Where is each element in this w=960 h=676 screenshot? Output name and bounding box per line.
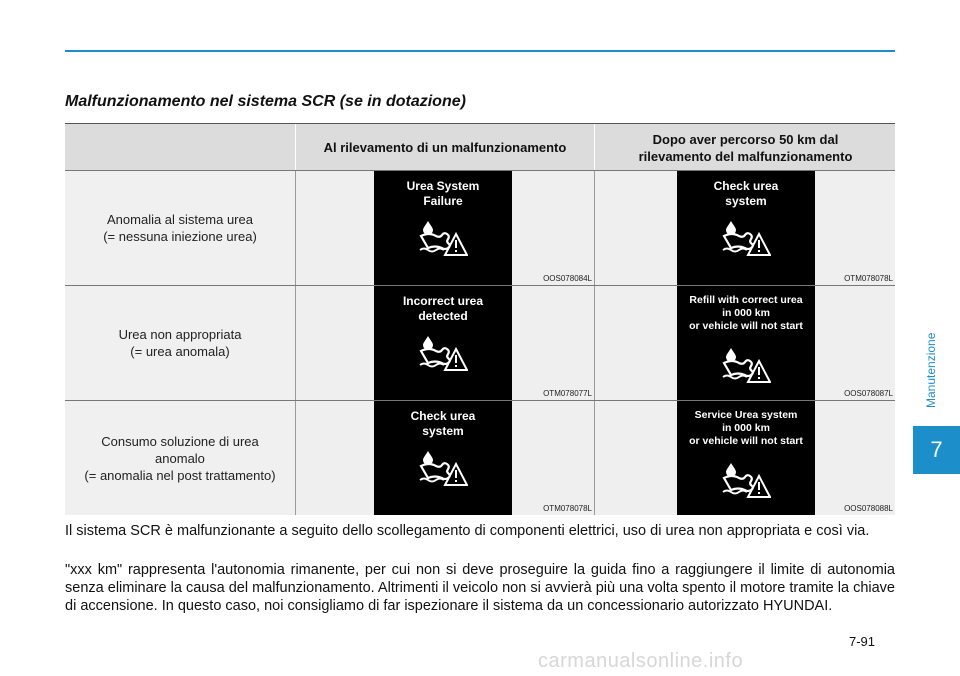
paragraph-range-warning: "xxx km" rappresenta l'autonomia rimanente, per cui non si deve proseguire la guida fino a raggiungere il limite di autonomia senza eliminare la causa del malfunzionamento. Altrimenti il veicolo non si avvierà più una volta spento il motore tramite la chiave di accensione. In questo caso, noi consigliamo di far ispezionare il sistema da un concessionario autorizzato HYUNDAI. xyxy=(65,562,895,614)
image-code: OTM078078L xyxy=(844,274,893,283)
table-row xyxy=(65,285,895,400)
image-code: OOS078084L xyxy=(543,274,592,283)
image-code: OOS078088L xyxy=(844,504,893,513)
urea-warning-icon xyxy=(418,334,468,374)
urea-warning-icon xyxy=(721,219,771,259)
image-code: OOS078087L xyxy=(844,389,893,398)
cluster-image-cell xyxy=(595,286,895,400)
cluster-message: Service Urea system in 000 km or vehicle will not start xyxy=(689,409,803,447)
cluster-display xyxy=(677,171,815,285)
watermark: carmanualsonline.info xyxy=(538,650,744,672)
cluster-image-cell xyxy=(595,401,895,515)
cluster-display xyxy=(374,286,512,400)
header-after-50km: Dopo aver percorso 50 km dal rilevamento del malfunzionamento xyxy=(594,124,896,171)
cluster-display xyxy=(677,401,815,515)
section-title: Malfunzionamento nel sistema SCR (se in dotazione) xyxy=(65,93,466,110)
cluster-image-cell xyxy=(296,286,595,400)
urea-warning-icon xyxy=(721,346,771,386)
urea-warning-icon xyxy=(418,219,468,259)
chapter-side-label: Manutenzione xyxy=(924,332,938,408)
cluster-display xyxy=(677,286,815,400)
cluster-image-cell xyxy=(296,401,595,515)
cluster-image-cell xyxy=(296,171,595,285)
image-code: OTM078077L xyxy=(543,389,592,398)
paragraph-scr-cause: Il sistema SCR è malfunzionante a seguito dello scollegamento di componenti elettrici, uso di urea non appropriata e così via. xyxy=(65,523,870,539)
cluster-display xyxy=(374,171,512,285)
scr-malfunction-table xyxy=(65,123,895,516)
chapter-tab xyxy=(913,426,960,474)
table-row xyxy=(65,170,895,285)
header-detected: Al rilevamento di un malfunzionamento xyxy=(295,124,594,171)
urea-warning-icon xyxy=(721,461,771,501)
urea-warning-icon xyxy=(418,449,468,489)
cluster-message: Refill with correct urea in 000 km or vehicle will not start xyxy=(689,294,803,332)
image-code: OTM078078L xyxy=(543,504,592,513)
cluster-display xyxy=(374,401,512,515)
chapter-number: 7 xyxy=(930,437,943,462)
row-label: Consumo soluzione di urea anomalo (= anomalia nel post trattamento) xyxy=(65,401,296,515)
page-number: 7-91 xyxy=(849,634,876,649)
table-header xyxy=(65,123,895,171)
cluster-message: Check urea system xyxy=(410,409,476,438)
cluster-message: Incorrect urea detected xyxy=(402,294,484,323)
cluster-message: Urea System Failure xyxy=(406,179,480,208)
table-row xyxy=(65,400,895,515)
top-rule xyxy=(65,50,895,52)
row-label: Urea non appropriata (= urea anomala) xyxy=(65,286,296,400)
cluster-message: Check urea system xyxy=(713,179,779,208)
row-label: Anomalia al sistema urea (= nessuna iniezione urea) xyxy=(65,171,296,285)
cluster-image-cell xyxy=(595,171,895,285)
